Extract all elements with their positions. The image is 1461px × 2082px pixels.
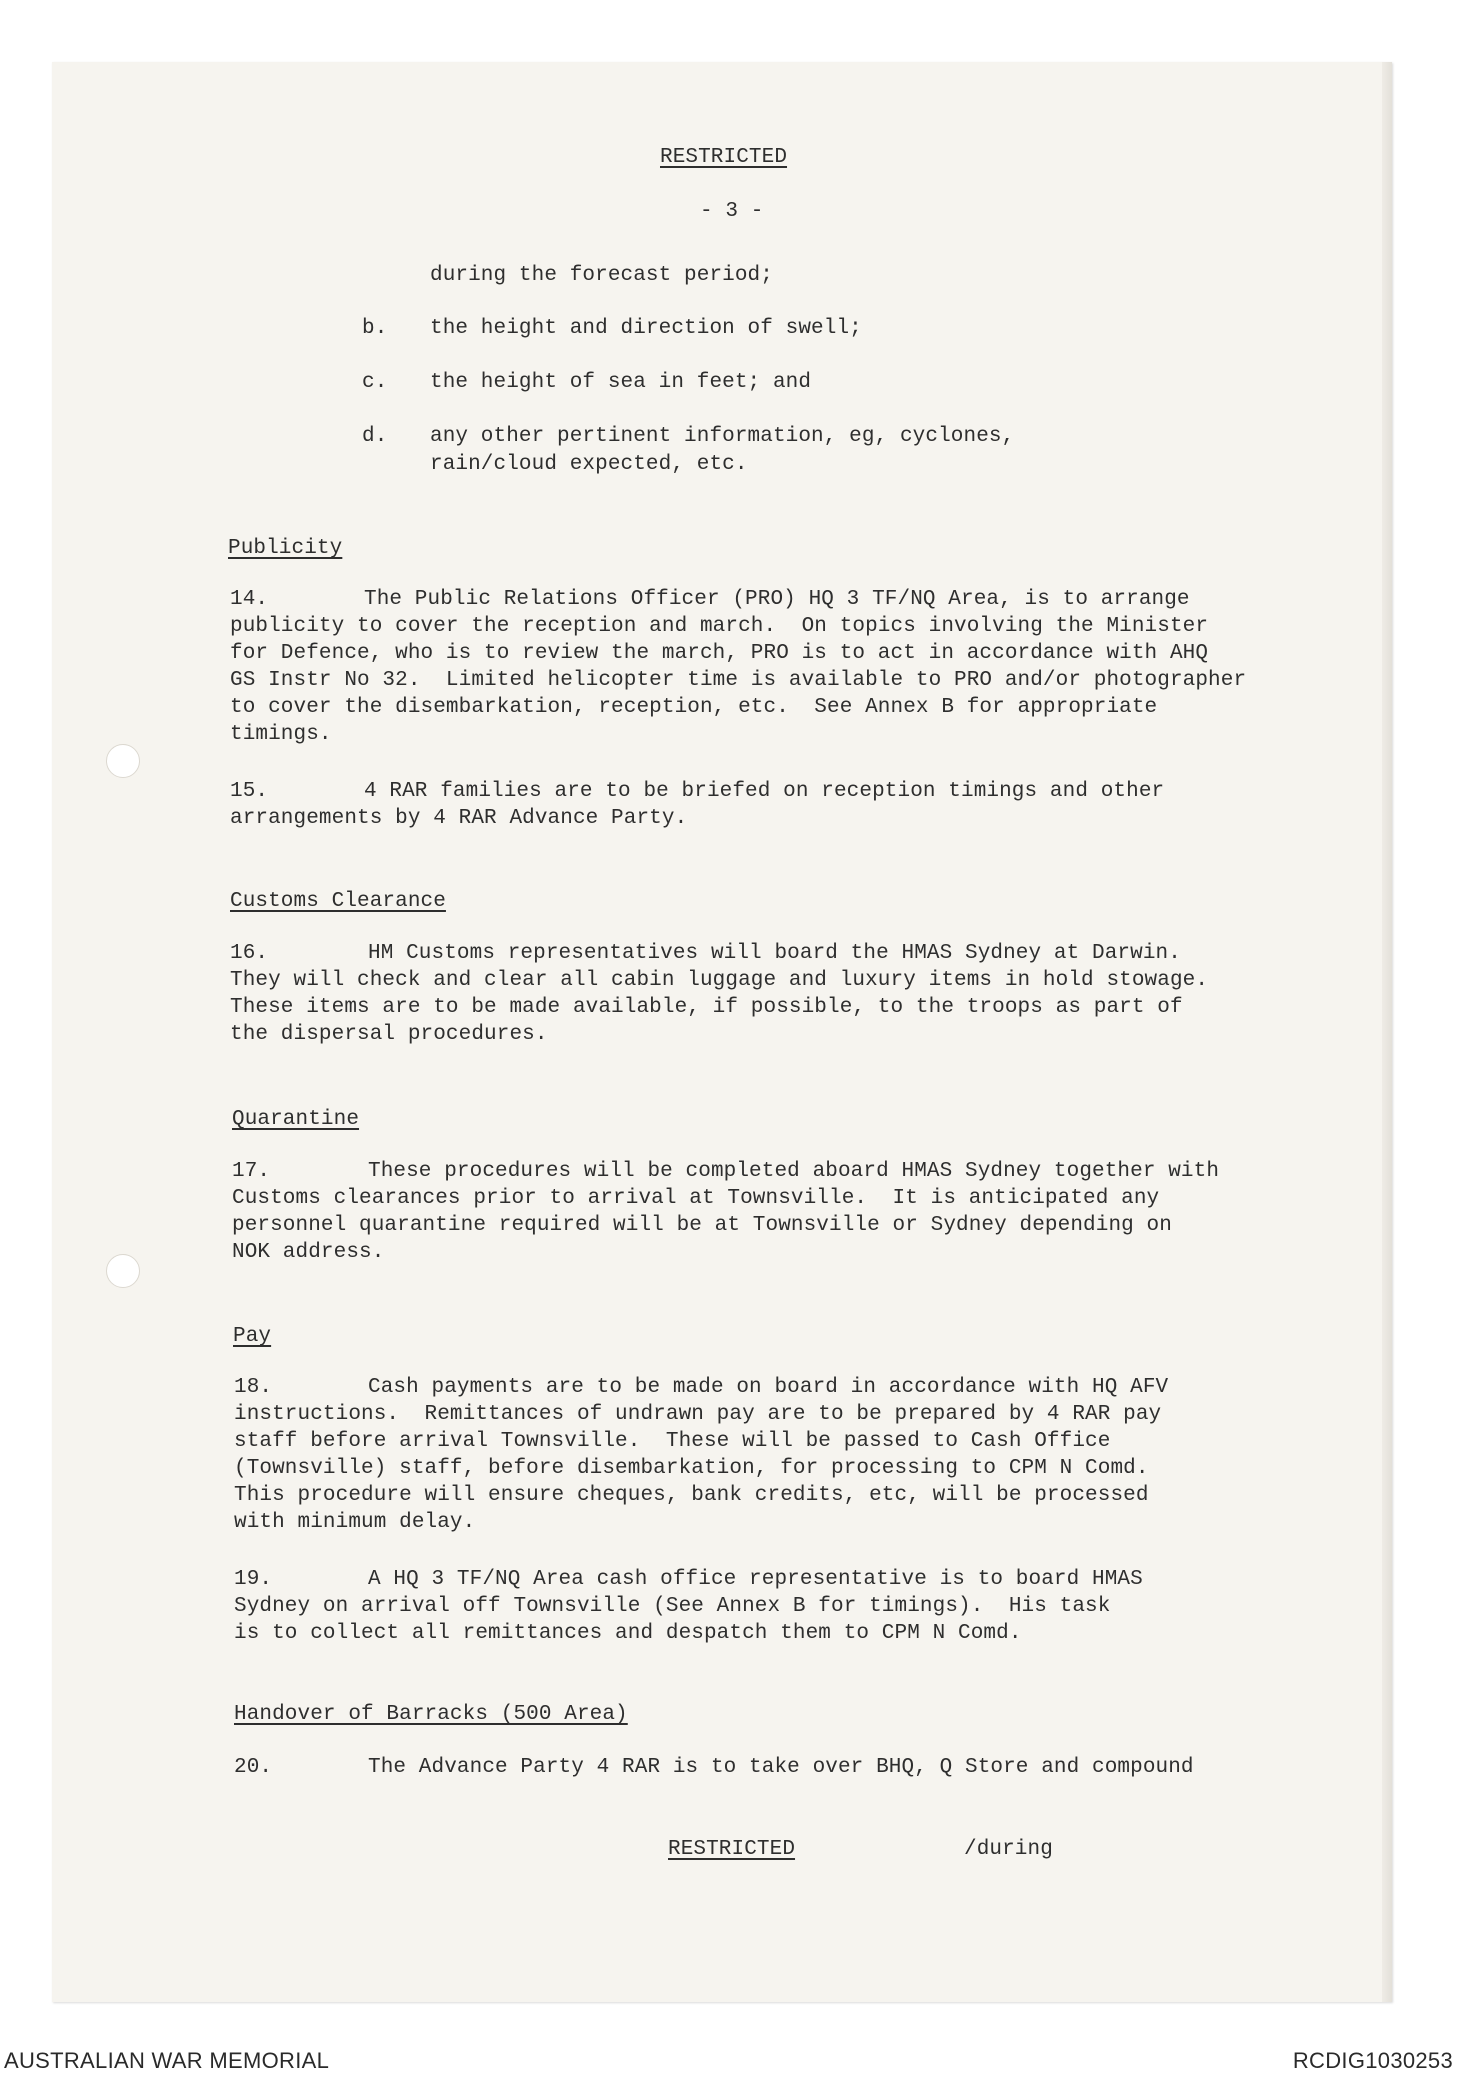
punch-hole-lower (106, 1254, 140, 1288)
para-16-line: They will check and clear all cabin luggage and luxury items in hold stowage. (230, 969, 1209, 992)
para-14-first-line: The Public Relations Officer (PRO) HQ 3 TF/NQ Area, is to arrange (364, 588, 1190, 611)
para-14-line: for Defence, who is to review the march, PRO is to act in accordance with AHQ (230, 642, 1209, 665)
para-19-line: is to collect all remittances and despatch them to CPM N Comd. (234, 1622, 1022, 1645)
para-18-line: with minimum delay. (234, 1511, 476, 1534)
item-b-text: the height and direction of swell; (430, 317, 862, 340)
para-19-number: 19. (234, 1568, 273, 1591)
page-number: - 3 - (700, 200, 764, 223)
archive-institution: AUSTRALIAN WAR MEMORIAL (4, 2048, 330, 2073)
heading-pay: Pay (233, 1325, 272, 1348)
para-16-line: the dispersal procedures. (230, 1023, 548, 1046)
para-15-line: arrangements by 4 RAR Advance Party. (230, 807, 688, 830)
para-18-line: instructions. Remittances of undrawn pay are to be prepared by 4 RAR pay (234, 1403, 1162, 1426)
heading-handover-of-barracks: Handover of Barracks (500 Area) (234, 1703, 628, 1726)
para-14-line: publicity to cover the reception and march. On topics involving the Minister (230, 615, 1209, 638)
para-14-line: to cover the disembarkation, reception, etc. See Annex B for appropriate (230, 696, 1158, 719)
para-17-line: Customs clearances prior to arrival at Townsville. It is anticipated any (232, 1187, 1160, 1210)
header-classification: RESTRICTED (660, 146, 788, 169)
item-c-label: c. (362, 371, 388, 394)
item-d-label: d. (362, 425, 388, 448)
heading-publicity: Publicity (228, 537, 343, 560)
para-14-number: 14. (230, 588, 269, 611)
para-17-line: personnel quarantine required will be at Townsville or Sydney depending on (232, 1214, 1172, 1237)
item-d-line-2: rain/cloud expected, etc. (430, 453, 748, 476)
punch-hole-upper (106, 744, 140, 778)
para-18-line: This procedure will ensure cheques, bank credits, etc, will be processed (234, 1484, 1149, 1507)
para-16-line: These items are to be made available, if possible, to the troops as part of (230, 996, 1183, 1019)
para-17-line: NOK address. (232, 1241, 385, 1264)
para-19-line: Sydney on arrival off Townsville (See Annex B for timings). His task (234, 1595, 1111, 1618)
para-18-line: staff before arrival Townsville. These will be passed to Cash Office (234, 1430, 1111, 1453)
para-18-number: 18. (234, 1376, 273, 1399)
para-20-number: 20. (234, 1756, 273, 1779)
para-18-line: (Townsville) staff, before disembarkation, for processing to CPM N Comd. (234, 1457, 1149, 1480)
heading-quarantine: Quarantine (232, 1108, 360, 1131)
item-b-label: b. (362, 317, 388, 340)
para-14-line: timings. (230, 723, 332, 746)
para-15-number: 15. (230, 780, 269, 803)
para-17-first-line: These procedures will be completed aboard HMAS Sydney together with (368, 1160, 1220, 1183)
para-16-first-line: HM Customs representatives will board the HMAS Sydney at Darwin. (368, 942, 1181, 965)
para-20-first-line: The Advance Party 4 RAR is to take over BHQ, Q Store and compound (368, 1756, 1194, 1779)
archive-reference: RCDIG1030253 (1292, 2048, 1453, 2073)
item-d-line-1: any other pertinent information, eg, cyclones, (430, 425, 1015, 448)
para-14-line: GS Instr No 32. Limited helicopter time is available to PRO and/or photographer (230, 669, 1247, 692)
para-16-number: 16. (230, 942, 269, 965)
para-17-number: 17. (232, 1160, 271, 1183)
para-15-first-line: 4 RAR families are to be briefed on reception timings and other (364, 780, 1165, 803)
item-a-continuation: during the forecast period; (430, 264, 773, 287)
item-c-text: the height of sea in feet; and (430, 371, 812, 394)
para-18-first-line: Cash payments are to be made on board in accordance with HQ AFV (368, 1376, 1169, 1399)
para-19-first-line: A HQ 3 TF/NQ Area cash office representative is to board HMAS (368, 1568, 1143, 1591)
footer-catchword: /during (964, 1838, 1053, 1861)
footer-classification: RESTRICTED (668, 1838, 796, 1861)
heading-customs-clearance: Customs Clearance (230, 890, 446, 913)
